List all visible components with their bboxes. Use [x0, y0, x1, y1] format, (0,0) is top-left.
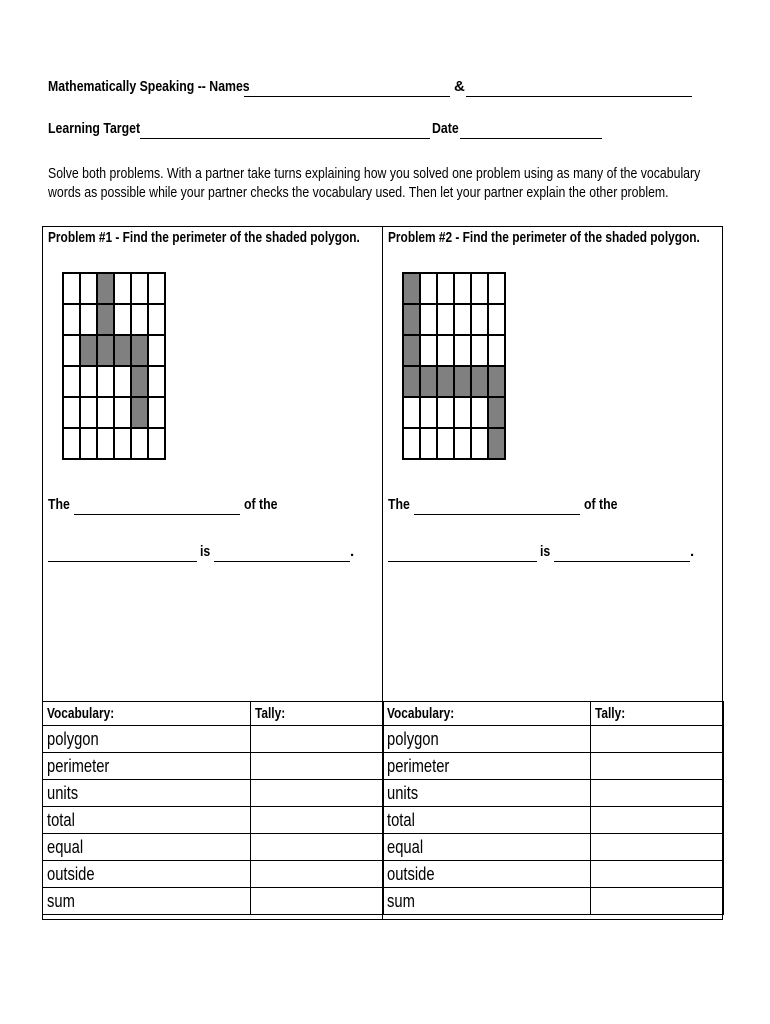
p2-blank-3[interactable]: [554, 561, 690, 562]
grid-cell-shaded: [421, 367, 438, 398]
vocab-row: [43, 807, 384, 834]
grid-cell: [132, 429, 149, 460]
grid-cell: [98, 367, 115, 398]
vocab-word: sum: [383, 888, 591, 915]
p1-the: The: [48, 496, 70, 513]
grid-cell: [472, 336, 489, 367]
vocab-row: [383, 834, 724, 861]
problem-2-title-wrap: [388, 230, 768, 246]
grid-cell: [455, 429, 472, 460]
vocab-word: outside: [43, 861, 251, 888]
grid-cell-shaded: [81, 336, 98, 367]
p1-blank-3[interactable]: [214, 561, 350, 562]
vocab-word: equal: [383, 834, 591, 861]
grid-cell: [421, 274, 438, 305]
grid-cell: [115, 398, 132, 429]
grid-cell: [489, 336, 506, 367]
p2-blank-2[interactable]: [388, 561, 537, 562]
grid-cell: [149, 429, 166, 460]
p1-blank-2[interactable]: [48, 561, 197, 562]
grid-cell-shaded: [98, 336, 115, 367]
grid-cell: [64, 367, 81, 398]
grid-cell: [115, 367, 132, 398]
vocab-word: polygon: [383, 726, 591, 753]
problem-2-grid: [402, 272, 506, 460]
tally-cell[interactable]: [251, 834, 384, 861]
vocab-row: [383, 780, 724, 807]
date-field[interactable]: [460, 138, 602, 139]
vocab-word: perimeter: [383, 753, 591, 780]
vocab-row: [43, 780, 384, 807]
names-row: [48, 78, 294, 95]
grid-cell-shaded: [455, 367, 472, 398]
date-label: Date: [432, 120, 459, 137]
problem-2-title: Problem #2 - Find the perimeter of the shaded polygon.: [388, 230, 700, 246]
tally-cell[interactable]: [591, 834, 724, 861]
grid-cell-shaded: [404, 274, 421, 305]
grid-cell-shaded: [404, 336, 421, 367]
date-row: [432, 120, 465, 137]
tally-header: Tally:: [251, 702, 384, 726]
tally-cell[interactable]: [591, 753, 724, 780]
tally-cell[interactable]: [251, 807, 384, 834]
vocab-table-1: [42, 701, 384, 915]
tally-cell[interactable]: [251, 861, 384, 888]
vocab-word: outside: [383, 861, 591, 888]
grid-cell: [455, 305, 472, 336]
grid-cell: [64, 398, 81, 429]
p1-is: is: [200, 543, 211, 560]
grid-cell: [438, 398, 455, 429]
problem-1-title-wrap: [48, 230, 428, 246]
p1-blank-1[interactable]: [74, 514, 240, 515]
grid-cell: [81, 398, 98, 429]
grid-cell-shaded: [132, 398, 149, 429]
ampersand: &: [454, 78, 465, 95]
vocab-row: [43, 753, 384, 780]
vocab-word: sum: [43, 888, 251, 915]
grid-cell: [81, 429, 98, 460]
tally-cell[interactable]: [591, 861, 724, 888]
vocab-row: [383, 753, 724, 780]
grid-cell: [115, 305, 132, 336]
grid-cell-shaded: [489, 429, 506, 460]
tally-cell[interactable]: [251, 780, 384, 807]
grid-cell: [132, 305, 149, 336]
problem-1-title: Problem #1 - Find the perimeter of the shaded polygon.: [48, 230, 360, 246]
tally-cell[interactable]: [251, 888, 384, 915]
grid-cell: [438, 274, 455, 305]
grid-cell: [64, 429, 81, 460]
grid-cell: [64, 305, 81, 336]
vocab-word: total: [43, 807, 251, 834]
grid-cell-shaded: [98, 305, 115, 336]
grid-cell-shaded: [489, 398, 506, 429]
vocab-row: [383, 888, 724, 915]
grid-cell-shaded: [472, 367, 489, 398]
grid-cell: [455, 398, 472, 429]
p2-blank-1[interactable]: [414, 514, 580, 515]
grid-cell: [421, 429, 438, 460]
grid-cell-shaded: [438, 367, 455, 398]
grid-cell: [149, 398, 166, 429]
grid-cell: [64, 336, 81, 367]
grid-cell: [81, 305, 98, 336]
grid-cell-shaded: [404, 367, 421, 398]
grid-cell: [81, 367, 98, 398]
grid-cell: [421, 336, 438, 367]
p2-is: is: [540, 543, 551, 560]
grid-cell: [115, 429, 132, 460]
grid-cell: [149, 336, 166, 367]
vocab-row: [383, 726, 724, 753]
ampersand-wrap: [454, 78, 465, 95]
vocab-table-2: [382, 701, 724, 915]
grid-cell: [149, 274, 166, 305]
tally-cell[interactable]: [591, 807, 724, 834]
grid-cell: [132, 274, 149, 305]
grid-cell-shaded: [489, 367, 506, 398]
vocab-header: Vocabulary:: [43, 702, 251, 726]
grid-cell: [149, 305, 166, 336]
tally-cell[interactable]: [251, 726, 384, 753]
learning-target-label: Learning Target: [48, 120, 141, 137]
p1-period: .: [350, 543, 355, 560]
grid-cell: [404, 429, 421, 460]
problem-1-grid: [62, 272, 166, 460]
grid-cell: [98, 429, 115, 460]
vocab-row: [43, 726, 384, 753]
grid-cell: [149, 367, 166, 398]
grid-cell: [455, 336, 472, 367]
p2-the: The: [388, 496, 410, 513]
grid-cell: [472, 305, 489, 336]
vocab-word: polygon: [43, 726, 251, 753]
grid-cell: [455, 274, 472, 305]
p1-of-the: of the: [244, 496, 278, 513]
tally-cell[interactable]: [591, 780, 724, 807]
vocab-word: perimeter: [43, 753, 251, 780]
grid-cell-shaded: [115, 336, 132, 367]
grid-cell: [472, 429, 489, 460]
name-2-field[interactable]: [466, 96, 692, 97]
grid-cell: [115, 274, 132, 305]
grid-cell-shaded: [132, 336, 149, 367]
vocab-row: [383, 807, 724, 834]
p2-period: .: [690, 543, 695, 560]
grid-cell: [489, 305, 506, 336]
grid-cell: [81, 274, 98, 305]
vocab-word: equal: [43, 834, 251, 861]
grid-cell: [438, 305, 455, 336]
grid-cell: [404, 398, 421, 429]
vocab-row: [383, 861, 724, 888]
name-1-field[interactable]: [244, 96, 450, 97]
vocab-header: Vocabulary:: [383, 702, 591, 726]
grid-cell: [438, 429, 455, 460]
grid-cell-shaded: [404, 305, 421, 336]
tally-cell[interactable]: [591, 726, 724, 753]
grid-cell: [421, 305, 438, 336]
grid-cell: [489, 274, 506, 305]
instructions: Solve both problems. With a partner take turns explaining how you solved one problem using as many of the vocabulary words as possible while your partner checks the vocabulary used. Then let your partner explain the other problem.: [48, 165, 701, 201]
vocab-word: units: [43, 780, 251, 807]
vocab-row: [43, 888, 384, 915]
vocab-word: total: [383, 807, 591, 834]
vocab-row: [43, 861, 384, 888]
grid-cell: [98, 398, 115, 429]
grid-cell: [472, 274, 489, 305]
grid-cell-shaded: [132, 367, 149, 398]
grid-cell: [472, 398, 489, 429]
tally-cell[interactable]: [251, 753, 384, 780]
target-row: [48, 120, 160, 137]
vocab-row: [43, 834, 384, 861]
title-label: Mathematically Speaking -- Names: [48, 78, 250, 95]
grid-cell: [64, 274, 81, 305]
grid-cell: [438, 336, 455, 367]
learning-target-field[interactable]: [140, 138, 430, 139]
grid-cell: [421, 398, 438, 429]
tally-header: Tally:: [591, 702, 724, 726]
tally-cell[interactable]: [591, 888, 724, 915]
grid-cell-shaded: [98, 274, 115, 305]
vocab-word: units: [383, 780, 591, 807]
p2-of-the: of the: [584, 496, 618, 513]
